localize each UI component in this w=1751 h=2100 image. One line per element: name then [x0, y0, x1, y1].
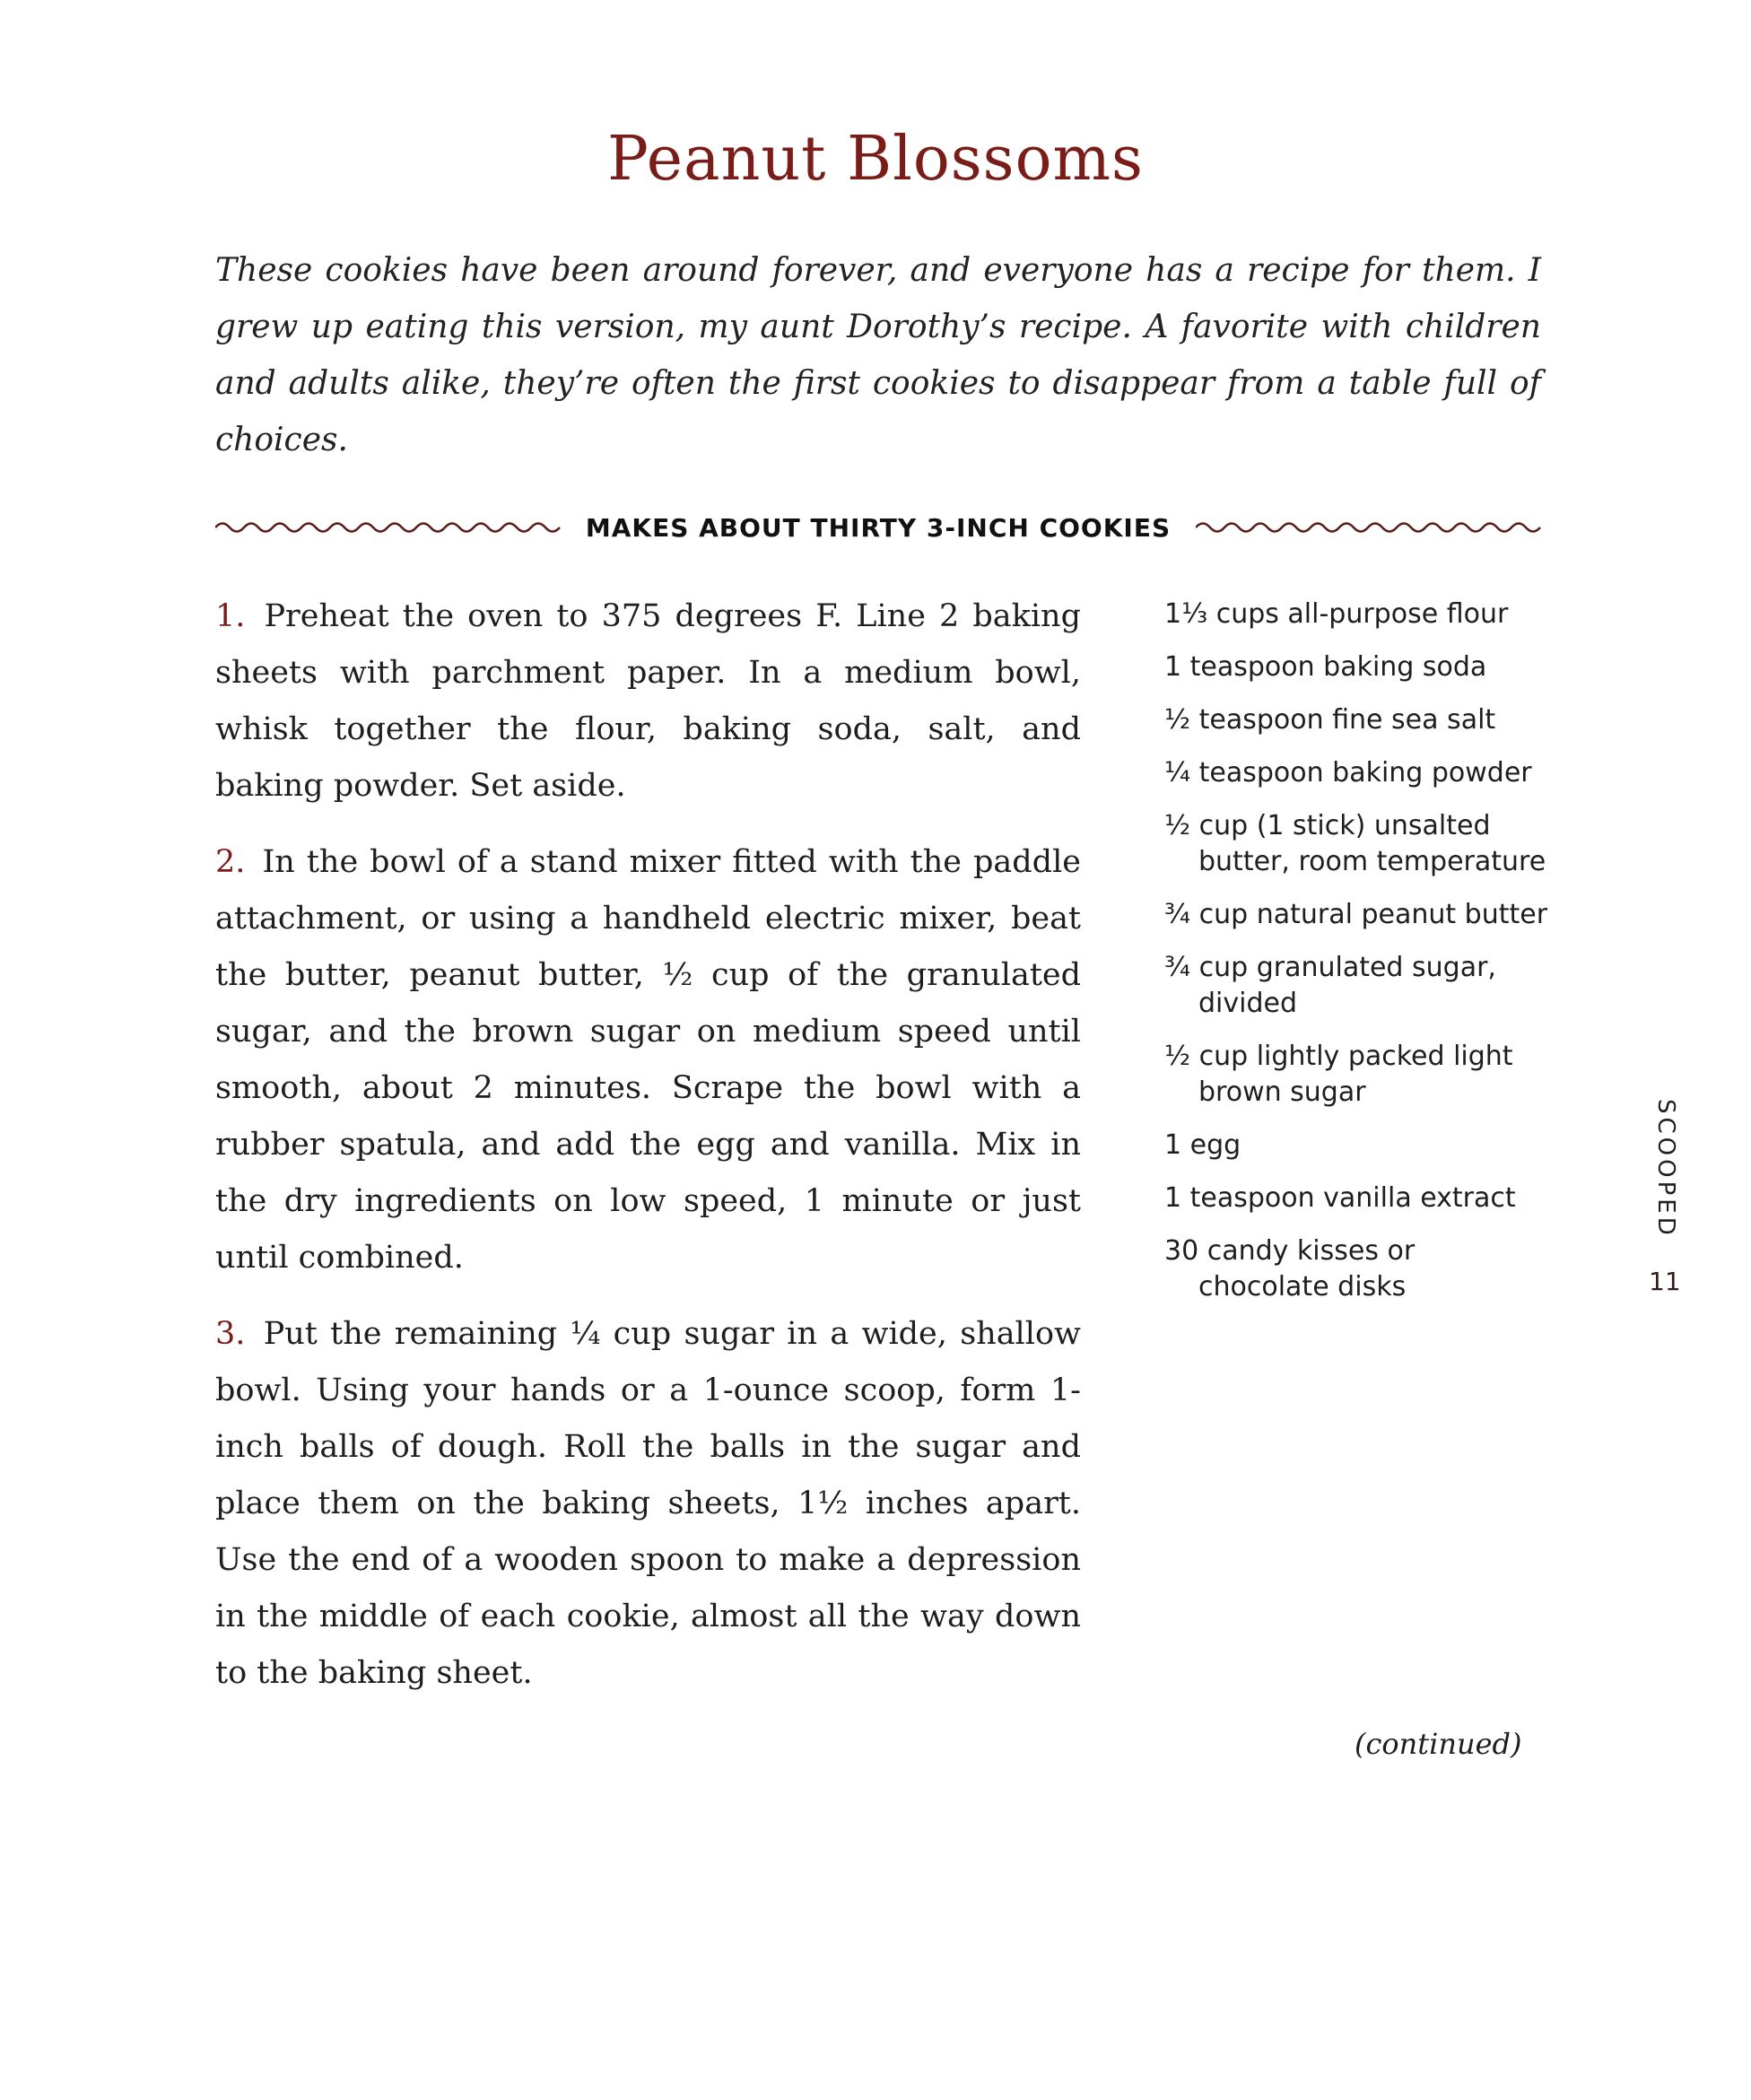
- recipe-step: [215, 588, 1081, 815]
- ingredient-item: ½ teaspoon fine sea salt: [1164, 704, 1496, 736]
- wavy-divider-left-icon: [215, 518, 561, 537]
- step-text: Put the remaining ¼ cup sugar in a wide, shallow bowl. Using your hands or a 1-ounce scoop, form 1-inch balls of dough. Roll the balls in the sugar and place them on the baking sheets, 1½ inches apart. Use the end of a wooden spoon to make a depression in the middle of each cookie, almost all the way down to the baking sheet.: [215, 1316, 1081, 1691]
- recipe-step: [215, 1306, 1081, 1702]
- yield-banner: [215, 508, 1541, 547]
- page-number: 11: [1649, 1267, 1681, 1296]
- yield-text: MAKES ABOUT THIRTY 3-INCH COOKIES: [585, 512, 1172, 543]
- step-number: 2.: [215, 844, 246, 880]
- ingredient-item: 30 candy kisses or chocolate disks: [1164, 1235, 1416, 1303]
- ingredient-item: ¾ cup granulated sugar, divided: [1164, 952, 1496, 1019]
- ingredient-item: 1 egg: [1164, 1129, 1241, 1161]
- ingredient-list: [1164, 597, 1550, 1322]
- step-number: 3.: [215, 1316, 246, 1352]
- wavy-divider-right-icon: [1196, 518, 1541, 537]
- ingredient-item: 1 teaspoon vanilla extract: [1164, 1182, 1516, 1214]
- recipe-step: [215, 834, 1081, 1286]
- ingredient-item: ½ cup (1 stick) unsalted butter, room temperature: [1164, 810, 1546, 877]
- recipe-steps: [215, 588, 1081, 1721]
- section-label: SCOOPED: [1652, 1099, 1679, 1239]
- ingredient-item: 1⅓ cups all-purpose flour: [1164, 598, 1509, 630]
- continued-label: (continued): [1355, 1727, 1522, 1761]
- step-number: 1.: [215, 598, 246, 634]
- step-text: In the bowl of a stand mixer fitted with the paddle attachment, or using a handheld electric mixer, beat the butter, peanut butter, ½ cup of the granulated sugar, and the brown sugar on medium speed until smooth, about 2 minutes. Scrape the bowl with a rubber spatula, and add the egg and vanilla. Mix in the dry ingredients on low speed, 1 minute or just until combined.: [215, 844, 1081, 1276]
- recipe-intro: These cookies have been around forever, and everyone has a recipe for them. I grew up eating this version, my aunt Dorothy’s recipe. A favorite with children and adults alike, they’re often the first cookies to disappear from a table full of choices.: [215, 252, 1541, 458]
- step-text: Preheat the oven to 375 degrees F. Line 2 baking sheets with parchment paper. In a medium bowl, whisk together the flour, baking soda, salt, and baking powder. Set aside.: [215, 598, 1081, 804]
- recipe-title: Peanut Blossoms: [607, 124, 1144, 195]
- ingredient-item: ¼ teaspoon baking powder: [1164, 757, 1532, 789]
- ingredient-item: ¾ cup natural peanut butter: [1164, 899, 1548, 930]
- ingredient-item: 1 teaspoon baking soda: [1164, 651, 1487, 683]
- ingredient-item: ½ cup lightly packed light brown sugar: [1164, 1041, 1513, 1108]
